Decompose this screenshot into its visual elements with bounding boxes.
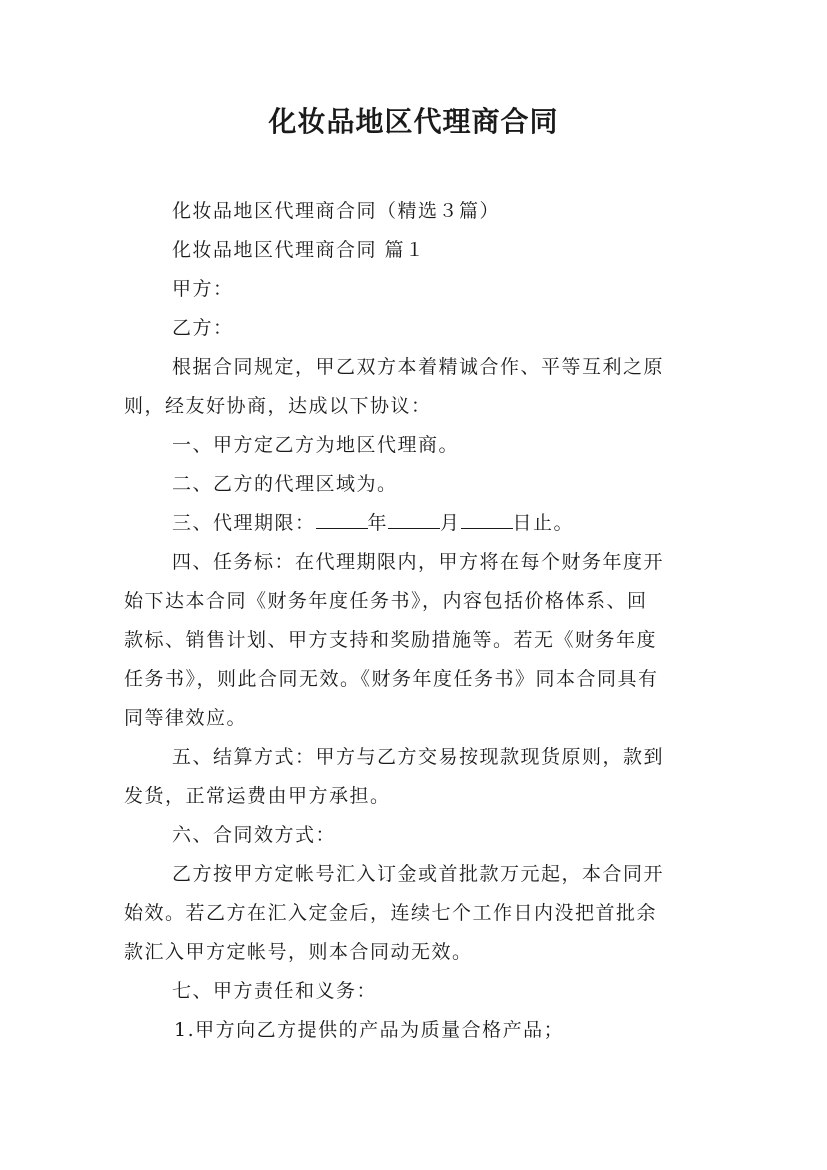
year-label: 年 [367, 512, 389, 534]
paragraph-line: 款标、销售计划、甲方支持和奖励措施等。若无《财务年度 [124, 629, 658, 651]
day-label: 日止。 [512, 512, 575, 534]
list-item: 1.甲方向乙方提供的产品为质量合格产品； [174, 1019, 565, 1041]
paragraph-line: 四、任务标：在代理期限内，甲方将在每个财务年度开 [172, 551, 665, 573]
paragraph-line: 始下达本合同《财务年度任务书》，内容包括价格体系、回 [124, 590, 648, 612]
paragraph-line: 始效。若乙方在汇入定金后，连续七个工作日内没把首批余 [124, 902, 658, 924]
paragraph-line: 五、结算方式：甲方与乙方交易按现款现货原则，款到 [172, 746, 665, 768]
section-heading: 化妆品地区代理商合同 篇１ [172, 239, 426, 261]
subtitle-line: 化妆品地区代理商合同（精选３篇） [172, 200, 501, 222]
party-a-line: 甲方： [172, 278, 234, 300]
term-label: 三、代理期限： [172, 512, 316, 534]
paragraph-line: 款汇入甲方定帐号，则本合同动无效。 [124, 941, 473, 963]
day-blank [461, 508, 513, 529]
paragraph-line: 乙方按甲方定帐号汇入订金或首批款万元起，本合同开 [172, 863, 665, 885]
paragraph-line: 则，经友好协商，达成以下协议： [124, 395, 432, 417]
month-blank [388, 508, 440, 529]
paragraph-line: 任务书》，则此合同无效。《财务年度任务书》同本合同具有 [124, 668, 659, 690]
month-label: 月 [440, 512, 461, 534]
clause-line: 一、甲方定乙方为地区代理商。 [172, 434, 460, 456]
clause-term-line [172, 508, 574, 538]
paragraph-line: 发货，正常运费由甲方承担。 [124, 785, 391, 807]
paragraph-line: 根据合同规定，甲乙双方本着精诚合作、平等互利之原 [172, 356, 665, 378]
document-title: 化妆品地区代理商合同 [268, 105, 559, 138]
year-blank [316, 508, 368, 529]
paragraph-line: 同等律效应。 [124, 707, 248, 729]
clause-line: 六、合同效方式： [172, 824, 337, 846]
clause-line: 二、乙方的代理区域为。 [172, 473, 398, 495]
party-b-line: 乙方： [172, 317, 234, 339]
clause-line: 七、甲方责任和义务： [172, 980, 378, 1002]
